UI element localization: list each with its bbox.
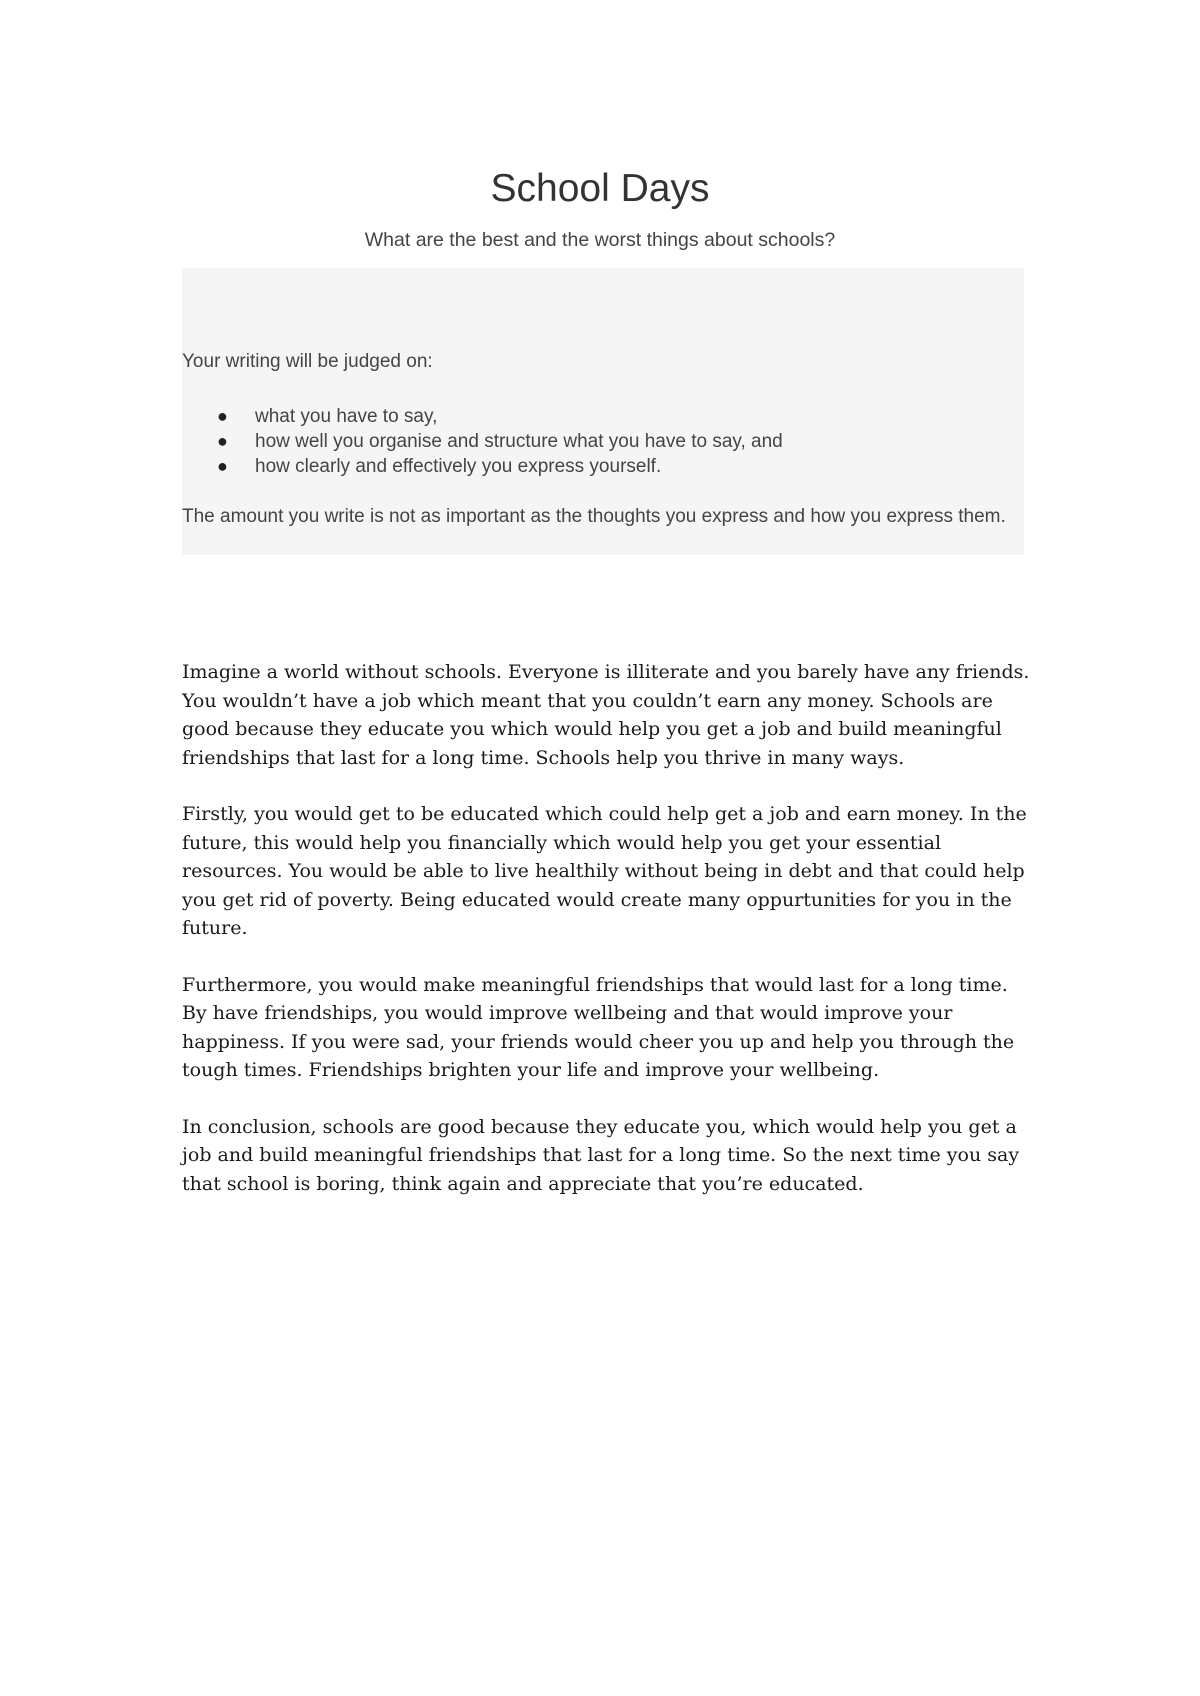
document-title: School Days (490, 167, 710, 210)
instructions-note: The amount you write is not as important as the thoughts you express and how you express them. (182, 506, 1006, 527)
essay-body (182, 658, 1032, 1226)
criteria-item (182, 454, 783, 479)
essay-paragraph: Furthermore, you would make meaningful friendships that would last for a long time. By have friendships, you would improve wellbeing and that would improve your happiness. If you were sad, your friends would cheer you up and help you through the tough times. Friendships brighten your life and improve your wellbeing. (182, 973, 1015, 1081)
criteria-text: what you have to say, (255, 406, 438, 427)
criteria-text: how clearly and effectively you express yourself. (255, 456, 662, 477)
criteria-item (182, 404, 783, 429)
bullet-icon: ● (217, 456, 228, 476)
instructions-intro: Your writing will be judged on: (182, 351, 433, 372)
instructions-box (182, 268, 1024, 555)
criteria-text: how well you organise and structure what you have to say, and (255, 431, 783, 452)
essay-paragraph: In conclusion, schools are good because they educate you, which would help you get a job and build meaningful friendships that last for a long time. So the next time you say that school is boring, think again and appreciate that you’re educated. (182, 1115, 1020, 1195)
essay-paragraph: Imagine a world without schools. Everyone is illiterate and you barely have any friends. You wouldn’t have a job which meant that you couldn’t earn any money. Schools are good because they educate you which would help you get a job and build meaningful friendships that last for a long time. Schools help you thrive in many ways. (182, 661, 1030, 769)
criteria-item (182, 429, 783, 454)
bullet-icon: ● (217, 431, 228, 451)
criteria-list (182, 404, 783, 479)
essay-paragraph: Firstly, you would get to be educated which could help get a job and earn money. In the future, this would help you financially which would help you get your essential resources. You would be able to live healthily without being in debt and that could help you get rid of poverty. Being educated would create many oppurtunities for you in the future. (182, 803, 1027, 939)
bullet-icon: ● (217, 406, 228, 426)
document-subtitle: What are the best and the worst things about schools? (364, 229, 836, 251)
